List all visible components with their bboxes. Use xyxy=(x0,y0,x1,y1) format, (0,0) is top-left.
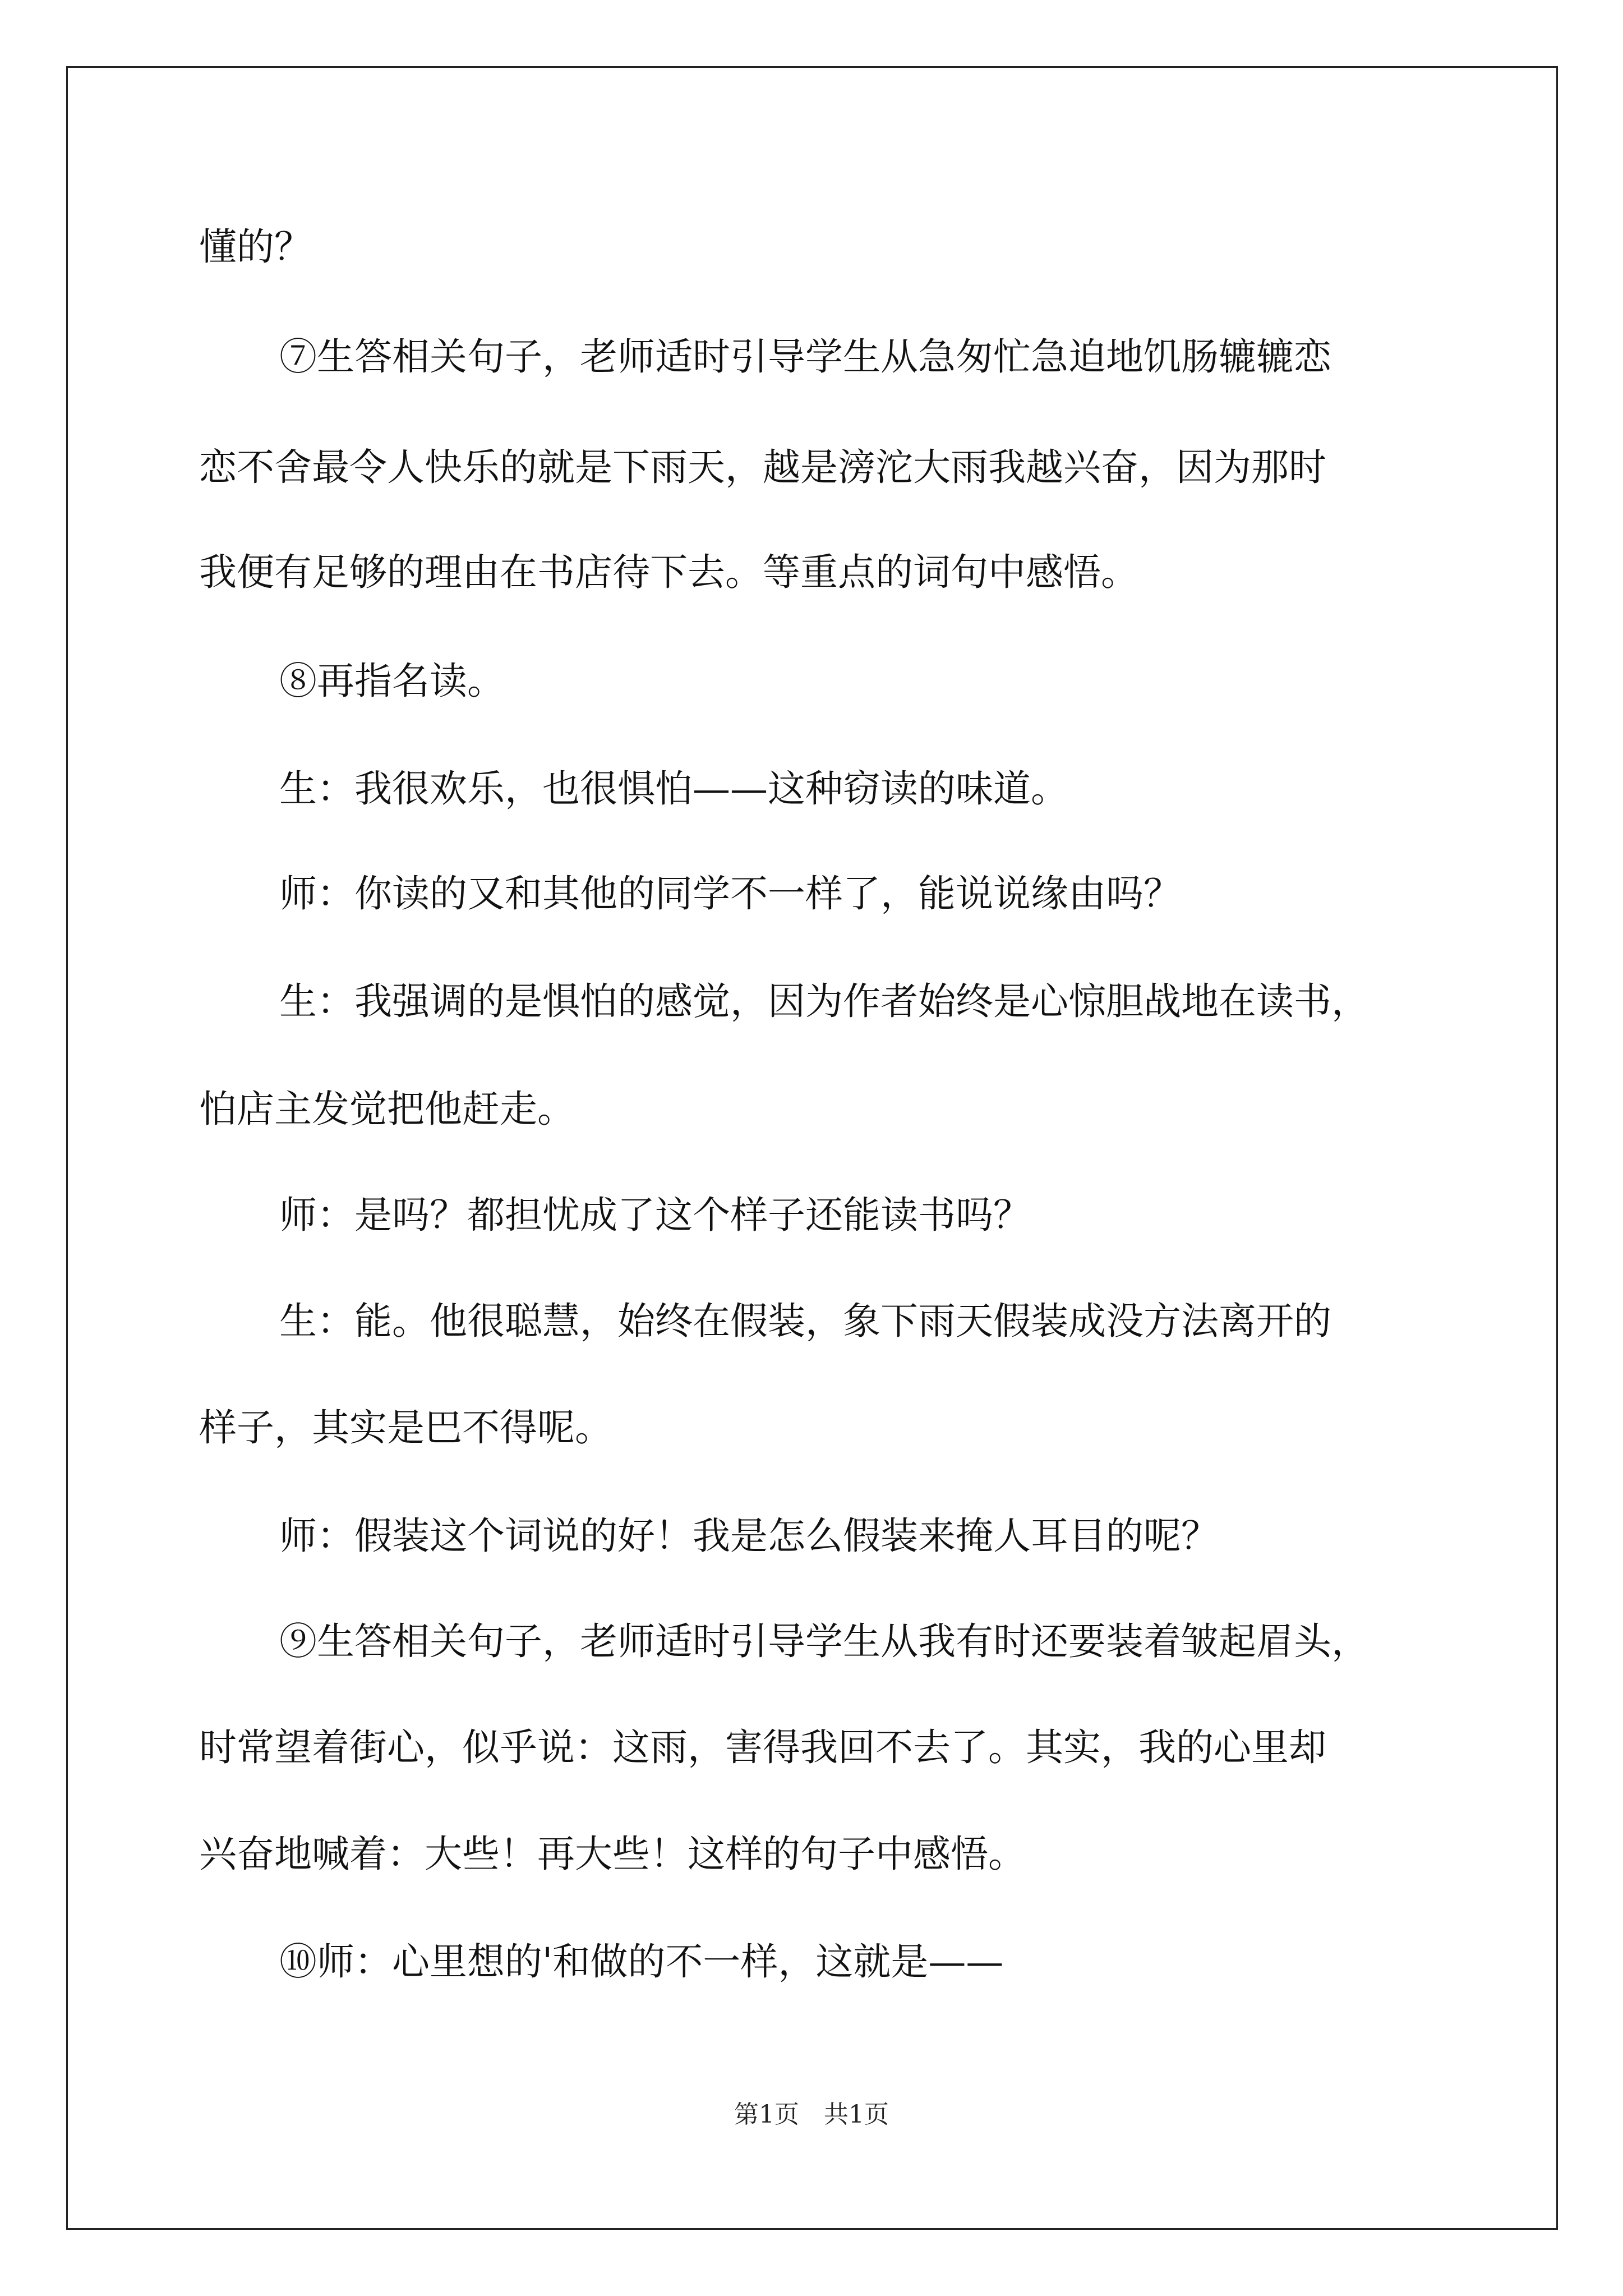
text-line: 生：我强调的是惧怕的感觉，因为作者始终是心惊胆战地在读书， xyxy=(279,979,1369,1023)
text-line: 恋不舍最令人快乐的就是下雨天，越是滂沱大雨我越兴奋，因为那时 xyxy=(199,445,1326,489)
text-line: ⑩师：心里想的'和做的不一样，这就是—— xyxy=(279,1940,1004,1984)
text-line: 师：假装这个词说的好！我是怎么假装来掩人耳目的呢？ xyxy=(279,1514,1219,1558)
page-footer: 第1页 共1页 xyxy=(734,2100,889,2129)
text-line: 懂的？ xyxy=(199,225,312,269)
text-line: 样子，其实是巴不得呢。 xyxy=(199,1406,612,1450)
text-line: 兴奋地喊着：大些！再大些！这样的句子中感悟。 xyxy=(199,1832,1026,1876)
text-line: 生：我很欢乐，也很惧怕——这种窃读的味道。 xyxy=(279,767,1068,811)
text-line: 生：能。他很聪慧，始终在假装，象下雨天假装成没方法离开的 xyxy=(279,1299,1331,1343)
text-line: 师：是吗？都担忧成了这个样子还能读书吗？ xyxy=(279,1193,1031,1237)
text-line: ⑦生答相关句子，老师适时引导学生从急匆忙急迫地饥肠辘辘恋 xyxy=(279,335,1331,379)
text-line: 我便有足够的理由在书店待下去。等重点的词句中感悟。 xyxy=(199,550,1138,594)
text-line: ⑧再指名读。 xyxy=(279,659,505,703)
text-line: 师：你读的又和其他的同学不一样了，能说说缘由吗？ xyxy=(279,872,1181,915)
text-line: 怕店主发觉把他赶走。 xyxy=(199,1087,575,1131)
text-line: ⑨生答相关句子，老师适时引导学生从我有时还要装着皱起眉头， xyxy=(279,1619,1369,1663)
text-line: 时常望着街心，似乎说：这雨，害得我回不去了。其实，我的心里却 xyxy=(199,1726,1326,1769)
page-border xyxy=(66,66,1558,2230)
